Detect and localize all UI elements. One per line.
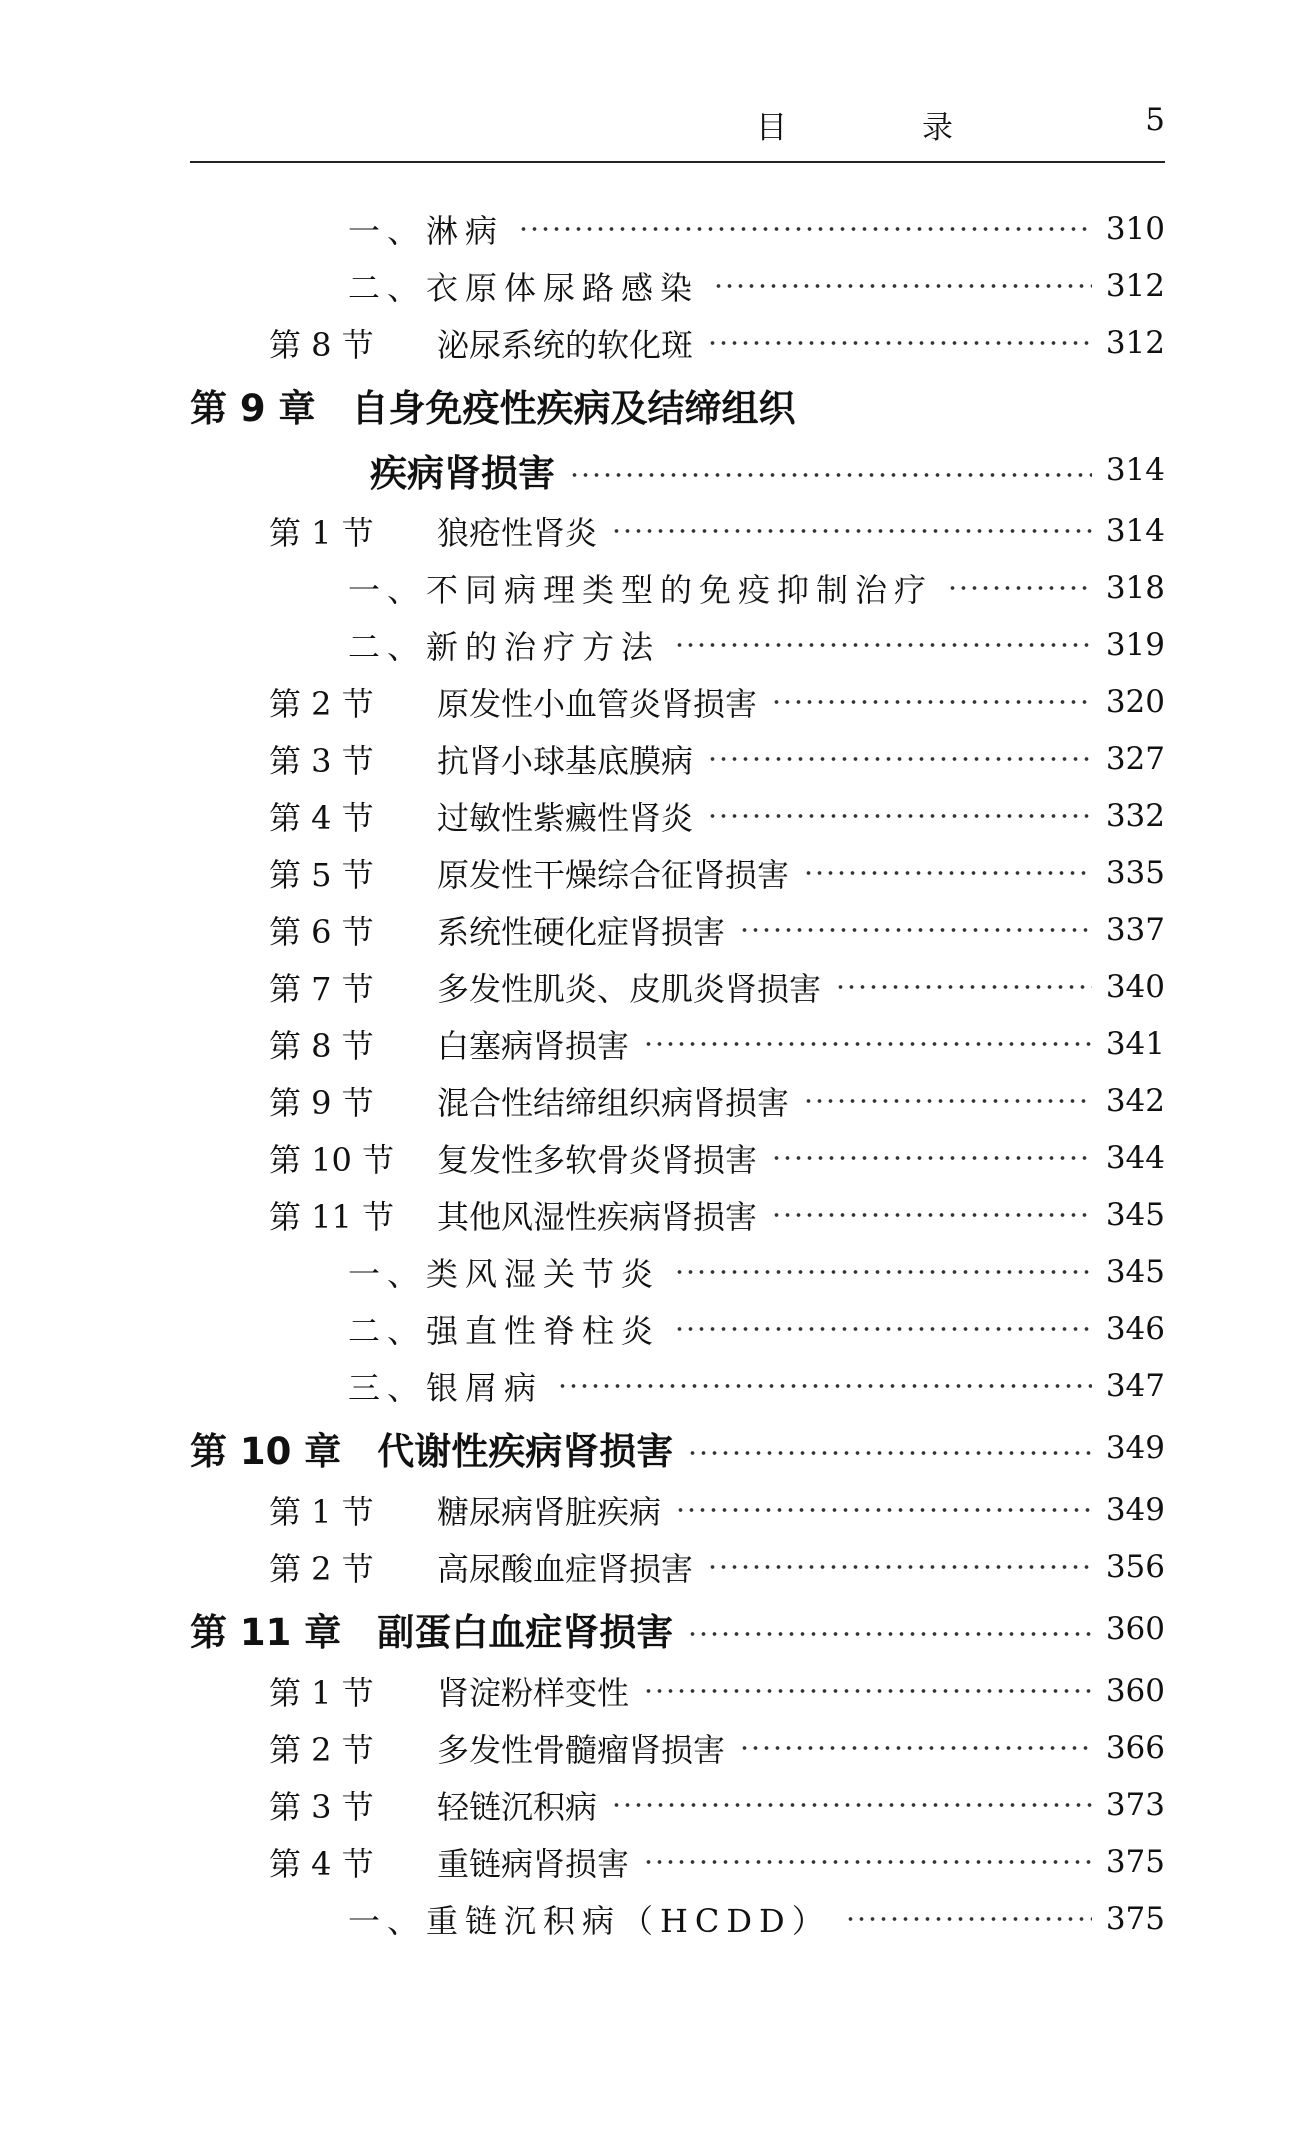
entry-title: 一、重链沉积病（HCDD） [348,1901,831,1940]
page-number: 360 [1105,1672,1165,1709]
entry-title: 多发性肌炎、皮肌炎肾损害 [437,969,822,1008]
toc-section-entry[interactable] [190,1538,1165,1595]
dot-leader [611,1800,1092,1810]
toc-section-entry[interactable] [190,1776,1165,1833]
toc-chapter-entry[interactable] [190,1414,1165,1481]
entry-title: 白塞病肾损害 [437,1026,630,1065]
dot-leader [687,1629,1092,1639]
dot-leader [803,868,1092,878]
entry-title: 重链病肾损害 [437,1844,630,1883]
page-number: 319 [1105,626,1165,663]
page-number: 342 [1105,1082,1165,1119]
page-number: 327 [1105,740,1165,777]
dot-leader [803,1096,1092,1106]
toc-section-entry[interactable] [190,1719,1165,1776]
section-number: 第 2 节 [269,684,374,723]
page-number: 312 [1105,324,1165,361]
entry-title: 一、类风湿关节炎 [348,1254,661,1293]
entry-title: 一、淋病 [348,211,505,250]
toc-section-entry[interactable] [190,958,1165,1015]
entry-title: 一、不同病理类型的免疫抑制治疗 [348,570,934,609]
section-number: 第 9 节 [269,1083,374,1122]
toc-section-entry[interactable] [190,502,1165,559]
page-number: 345 [1105,1196,1165,1233]
dot-leader [707,1562,1092,1572]
toc-subsection-entry[interactable] [190,257,1165,314]
section-number: 第 7 节 [269,969,374,1008]
section-number: 第 8 节 [269,325,374,364]
page-number: 349 [1105,1429,1165,1466]
page-number: 356 [1105,1548,1165,1585]
page-number: 375 [1105,1900,1165,1937]
dot-leader [707,338,1092,348]
dot-leader [643,1686,1092,1696]
dot-leader [569,470,1092,480]
page-number: 312 [1105,267,1165,304]
page-number: 332 [1105,797,1165,834]
entry-title: 轻链沉积病 [437,1787,598,1826]
entry-title: 原发性小血管炎肾损害 [437,684,758,723]
page-number: 346 [1105,1310,1165,1347]
dot-leader [611,526,1092,536]
page-number: 340 [1105,968,1165,1005]
page-number: 366 [1105,1729,1165,1766]
chapter-number: 第 10 章 [190,1429,342,1473]
page-number: 314 [1105,452,1165,488]
section-number: 第 8 节 [269,1026,374,1065]
page-number: 344 [1105,1139,1165,1176]
section-number: 第 1 节 [269,1492,374,1531]
dot-leader [674,640,1092,650]
section-number: 第 1 节 [269,513,374,552]
entry-title: 二、强直性脊柱炎 [348,1311,661,1350]
section-number: 第 3 节 [269,741,374,780]
entry-title: 糖尿病肾脏疾病 [437,1492,662,1531]
running-head-label: 目 录 [756,110,1005,146]
page-number: 337 [1105,911,1165,948]
toc-subsection-entry[interactable] [190,559,1165,616]
section-number: 第 11 节 [269,1197,395,1236]
toc-section-entry[interactable] [190,1186,1165,1243]
section-number: 第 10 节 [269,1140,395,1179]
entry-title: 其他风湿性疾病肾损害 [437,1197,758,1236]
dot-leader [771,1153,1092,1163]
entry-title: 三、银屑病 [348,1368,544,1407]
dot-leader [687,1448,1092,1458]
dot-leader [739,1743,1092,1753]
entry-title: 多发性骨髓瘤肾损害 [437,1730,726,1769]
page-number: 375 [1105,1843,1165,1880]
page-number: 314 [1105,512,1165,549]
dot-leader [713,281,1092,291]
entry-title: 狼疮性肾炎 [437,513,598,552]
toc-subsection-entry[interactable] [190,200,1165,257]
dot-leader [707,754,1092,764]
entry-title: 混合性结缔组织病肾损害 [437,1083,790,1122]
entry-title: 二、新的治疗方法 [348,627,661,666]
dot-leader [674,1324,1092,1334]
dot-leader [771,697,1092,707]
page-number: 310 [1105,210,1165,247]
entry-title: 自身免疫性疾病及结缔组织 [351,386,796,430]
section-number: 第 5 节 [269,855,374,894]
dot-leader [771,1210,1092,1220]
page-number: 373 [1105,1786,1165,1823]
section-number: 第 6 节 [269,912,374,951]
section-number: 第 2 节 [269,1730,374,1769]
dot-leader [739,925,1092,935]
toc-chapter-entry[interactable] [190,438,1165,502]
section-number: 第 2 节 [269,1549,374,1588]
entry-title: 高尿酸血症肾损害 [437,1549,694,1588]
toc-subsection-entry[interactable] [190,1243,1165,1300]
dot-leader [557,1381,1092,1391]
entry-title: 抗肾小球基底膜病 [437,741,694,780]
table-of-contents [190,200,1165,1947]
page-number: 349 [1105,1491,1165,1528]
toc-section-entry[interactable] [190,673,1165,730]
page-number: 335 [1105,854,1165,891]
toc-section-entry[interactable] [190,1481,1165,1538]
dot-leader [835,982,1092,992]
entry-title: 二、衣原体尿路感染 [348,268,700,307]
dot-leader [947,583,1092,593]
section-number: 第 4 节 [269,1844,374,1883]
dot-leader [675,1505,1092,1515]
page-number: 360 [1105,1610,1165,1647]
toc-section-entry[interactable] [190,844,1165,901]
toc-chapter-entry[interactable] [190,1595,1165,1662]
entry-title: 副蛋白血症肾损害 [377,1610,674,1654]
toc-section-entry[interactable] [190,1662,1165,1719]
toc-section-entry[interactable] [190,787,1165,844]
dot-leader [845,1914,1092,1924]
page-number: 347 [1105,1367,1165,1404]
toc-section-entry[interactable] [190,1072,1165,1129]
dot-leader [643,1039,1092,1049]
section-number: 第 1 节 [269,1673,374,1712]
toc-subsection-entry[interactable] [190,616,1165,673]
header-rule [190,161,1165,163]
toc-section-entry[interactable] [190,1015,1165,1072]
entry-title: 泌尿系统的软化斑 [437,325,694,364]
dot-leader [707,811,1092,821]
entry-title: 复发性多软骨炎肾损害 [437,1140,758,1179]
toc-section-entry[interactable] [190,1129,1165,1186]
page-number: 341 [1105,1025,1165,1062]
chapter-number: 第 9 章 [190,386,316,430]
toc-subsection-entry[interactable] [190,1890,1165,1947]
toc-section-entry[interactable] [190,1833,1165,1890]
section-number: 第 3 节 [269,1787,374,1826]
toc-subsection-entry[interactable] [190,1300,1165,1357]
dot-leader [674,1267,1092,1277]
entry-title: 原发性干燥综合征肾损害 [437,855,790,894]
page-number: 318 [1105,569,1165,606]
entry-title: 疾病肾损害 [370,452,555,495]
running-head-page-number: 5 [1145,102,1165,138]
toc-section-entry[interactable] [190,901,1165,958]
toc-section-entry[interactable] [190,730,1165,787]
toc-chapter-entry[interactable] [190,371,1165,438]
dot-leader [643,1857,1092,1867]
toc-subsection-entry[interactable] [190,1357,1165,1414]
entry-title: 肾淀粉样变性 [437,1673,630,1712]
page-number: 345 [1105,1253,1165,1290]
page-number: 320 [1105,683,1165,720]
entry-title: 代谢性疾病肾损害 [377,1429,674,1473]
running-head [190,102,1165,146]
entry-title: 系统性硬化症肾损害 [437,912,726,951]
chapter-number: 第 11 章 [190,1610,342,1654]
section-number: 第 4 节 [269,798,374,837]
entry-title: 过敏性紫癜性肾炎 [437,798,694,837]
dot-leader [518,224,1092,234]
toc-section-entry[interactable] [190,314,1165,371]
